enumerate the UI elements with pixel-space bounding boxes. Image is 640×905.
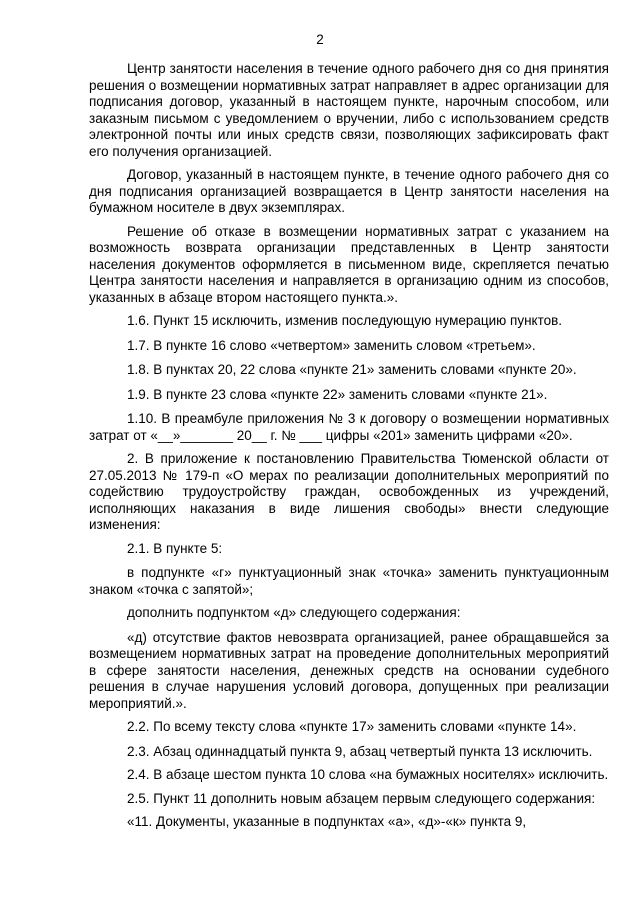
paragraph: «11. Документы, указанные в подпунктах «а», «д»-«к» пункта 9, <box>127 814 527 829</box>
paragraph: 2.3. Абзац одиннадцатый пункта 9, абзац четвертый пункта 13 исключить. <box>127 743 593 759</box>
paragraph: Договор, указанный в настоящем пункте, в течение одного рабочего дня со дня подписания организацией возвращается в Центр занятости населения на бумажном носителе в двух экземплярах. <box>89 167 609 215</box>
paragraph: дополнить подпунктом «д» следующего содержания: <box>127 605 461 620</box>
paragraph: 1.10. В преамбуле приложения № 3 к договору о возмещении нормативных затрат от «__»_______ 20__ г. № ___ цифры «201» заменить цифрами «20». <box>89 411 609 443</box>
page-number: 2 <box>316 32 324 47</box>
document-body <box>89 61 609 838</box>
paragraph: Решение об отказе в возмещении нормативных затрат с указанием на возможность возврата организации представленных в Центр занятости населения документов оформляется в письменном виде, скрепляется печатью Центра занятости населения и направляется в организацию одним из способов, указанных в абзаце втором настоящего пункта.». <box>89 223 609 305</box>
paragraph: «д) отсутствие фактов невозврата организацией, ранее обращавшейся за возмещением нормативных затрат на проведение дополнительных мероприятий в сфере занятости населения, денежных средств на основании судебного решения в случае нарушения условий договора, допущенных при реализации мероприятий.». <box>89 629 609 711</box>
paragraph: 1.9. В пункте 23 слова «пункте 22» заменить словами «пункте 21». <box>127 386 548 402</box>
paragraph: 2.2. По всему тексту слова «пункте 17» заменить словами «пункте 14». <box>127 719 577 734</box>
paragraph: 2. В приложение к постановлению Правительства Тюменской области от 27.05.2013 № 179-п «О мерах по реализации дополнительных мероприятий по содействию трудоустройству граждан, освобожденных из учреждений, исполняющих наказания в виде лишения свободы» внести следующие изменения: <box>89 451 609 532</box>
paragraph: Центр занятости населения в течение одного рабочего дня со дня принятия решения о возмещении нормативных затрат направляет в адрес организации для подписания договор, указанный в настоящем пункте, нарочным способом, или заказным письмом с уведомлением о вручении, либо с использованием средств электронной почты или иных средств связи, позволяющих зафиксировать факт его получения организацией. <box>89 61 609 159</box>
paragraph: 1.8. В пунктах 20, 22 слова «пункте 21» заменить словами «пункте 20». <box>127 362 577 377</box>
paragraph: 1.6. Пункт 15 исключить, изменив последующую нумерацию пунктов. <box>127 313 563 328</box>
paragraph: 2.5. Пункт 11 дополнить новым абзацем первым следующего содержания: <box>127 790 596 806</box>
paragraph: в подпункте «г» пунктуационный знак «точка» заменить пунктуационным знаком «точка с запятой»; <box>89 565 609 597</box>
paragraph: 2.4. В абзаце шестом пункта 10 слова «на бумажных носителях» исключить. <box>127 767 609 782</box>
paragraph: 1.7. В пункте 16 слово «четвертом» заменить словом «третьем». <box>127 337 536 353</box>
paragraph: 2.1. В пункте 5: <box>127 540 223 556</box>
